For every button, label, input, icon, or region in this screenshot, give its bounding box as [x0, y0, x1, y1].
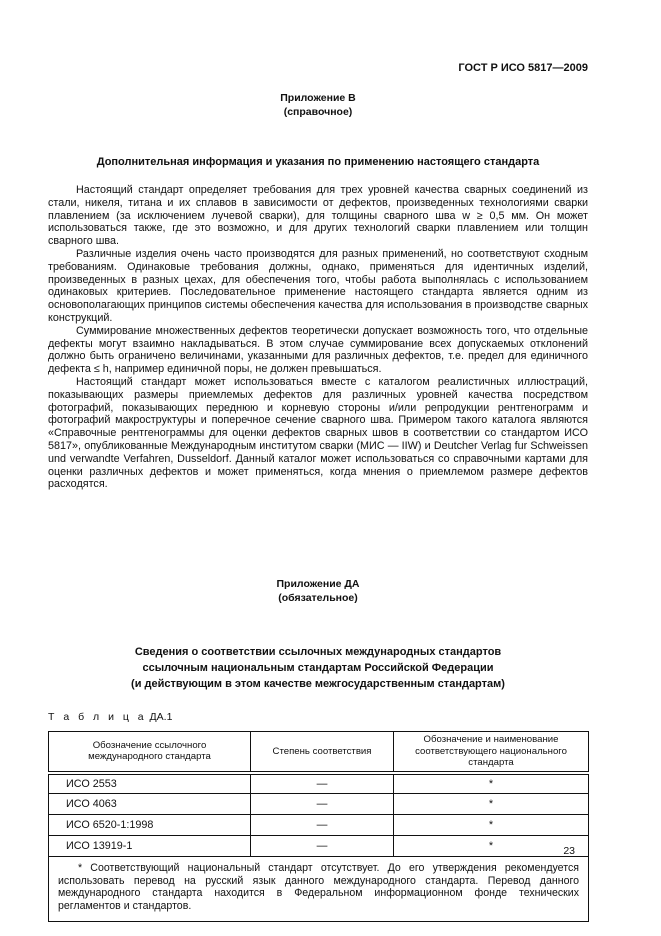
appendix-b-label: Приложение В	[280, 92, 356, 104]
paragraph: Настоящий стандарт определяет требования для трех уровней качества сварных соединений из стали, никеля, титана и их сплавов в зависимости от дефектов, произведенных технологиями сварки плавлением (за исключением лучевой сварки), для толщины сварного шва w ≥ 0,5 мм. Он может использоваться также, где это возможно, и для других технологий сварки плавлением или толщин сварного шва.	[48, 184, 588, 248]
national-standard: *	[394, 836, 589, 857]
page-number: 23	[563, 845, 575, 857]
title-line: (и действующим в этом качестве межгосударственным стандартам)	[131, 678, 505, 691]
table-footnote-cell	[49, 857, 589, 921]
appendix-b-title: Дополнительная информация и указания по применению настоящего стандарта	[96, 156, 540, 168]
doc-code-header: ГОСТ Р ИСО 5817—2009	[458, 62, 588, 74]
appendix-da-label: Приложение ДА	[276, 578, 360, 591]
paragraph: Различные изделия очень часто производятся для разных применений, но соответствуют сходным требованиям. Одинаковые требования должны, однако, применяться для идентичных изделий, произведенных в разных цехах, для обеспечения того, чтобы работа выполнялась с использованием одинаковых критериев. Последовательное применение настоящего стандарта является одним из основополагающих принципов системы обеспечения качества для использования в производстве сварных конструкций.	[48, 247, 588, 324]
standard-designation: ИСО 13919-1	[49, 836, 251, 857]
table-footnote: * Соответствующий национальный стандарт отсутствует. До его утверждения рекомендуется использовать перевод на русский язык данного международного стандарта. Перевод данного международного стандарта находится в Федеральном информационном фонде технических регламентов и стандартов.	[58, 862, 579, 912]
standard-designation: ИСО 4063	[49, 794, 251, 815]
table-label	[48, 711, 588, 723]
page-content	[48, 0, 588, 922]
correspondence-table	[48, 731, 589, 921]
national-standard: *	[394, 815, 589, 836]
column-header: Обозначение и наименование соответствующего национального стандарта	[394, 732, 589, 773]
table-row	[49, 815, 589, 836]
table-label-word: Т а б л и ц а	[48, 711, 147, 724]
table-label-number: ДА.1	[149, 711, 173, 724]
table-row	[49, 773, 589, 794]
paragraph: Суммирование множественных дефектов теоретически допускает возможность того, что отдельные дефекты могут взаимно накладываться. В этом случае суммирование всех допускаемых отклонений должно быть ограничено величинами, указанными для различных дефектов, т.е. предел для единичного дефекта ≤ h, например единичной поры, не должен превышаться.	[48, 324, 588, 376]
correspondence-degree: —	[251, 794, 394, 815]
table-row	[49, 836, 589, 857]
table-row	[49, 794, 589, 815]
correspondence-degree: —	[251, 836, 394, 857]
table-header-row	[49, 732, 589, 773]
appendix-b-section	[48, 91, 588, 491]
column-header: Обозначение ссылочного международного стандарта	[49, 732, 251, 773]
correspondence-degree: —	[251, 815, 394, 836]
appendix-b-type: (справочное)	[283, 106, 353, 118]
national-standard: *	[394, 794, 589, 815]
standard-designation: ИСО 2553	[49, 773, 251, 794]
paragraph: Настоящий стандарт может использоваться вместе с каталогом реалистичных иллюстраций, показывающих размеры приемлемых дефектов для различных уровней качества посредством фотографий, показывающих переднюю и корневую стороны и/или репродукции рентгенограмм и фотографий макроструктуры и поперечное сечение сварного шва. Примером такого каталога являются «Справочные рентгенограммы для оценки дефектов сварных швов в соответствии со стандартом ИСО 5817», опубликованные Международным институтом сварки (МИС — IIW) и Deutcher Verlag fur Schweissen und verwandte Verfahren, Dusseldorf. Данный каталог может использоваться со справочными картами для оценки различных дефектов и может применяться, когда мнения о приемлемом размере дефектов расходятся.	[48, 375, 588, 491]
appendix-b-body	[48, 184, 588, 491]
table-footnote-row	[49, 857, 589, 921]
national-standard: *	[394, 773, 589, 794]
correspondence-degree: —	[251, 773, 394, 794]
title-line: ссылочным национальным стандартам Российской Федерации	[142, 662, 494, 675]
appendix-da-section	[48, 577, 588, 921]
appendix-da-title	[48, 644, 588, 692]
title-line: Сведения о соответствии ссылочных международных стандартов	[134, 646, 502, 659]
appendix-da-type: (обязательное)	[278, 592, 358, 605]
standard-designation: ИСО 6520-1:1998	[49, 815, 251, 836]
column-header: Степень соответствия	[251, 732, 394, 773]
